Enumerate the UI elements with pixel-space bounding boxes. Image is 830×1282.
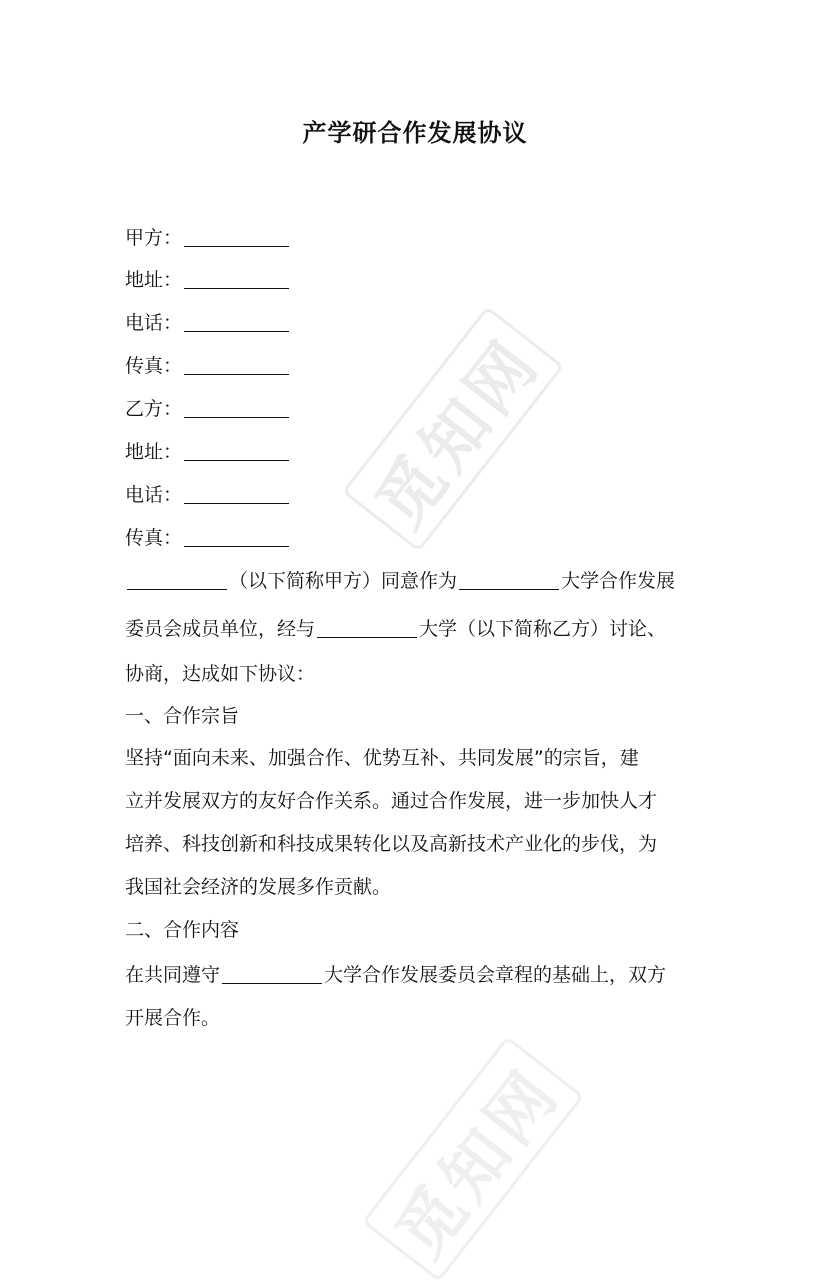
section-2-university-blank[interactable] [222, 963, 322, 984]
party-a-fax-field [125, 352, 289, 380]
party-a-name-label: 甲方： [125, 227, 183, 249]
party-b-address-blank[interactable] [184, 440, 289, 461]
section-1-heading: 一、合作宗旨 [125, 705, 240, 727]
intro-line-3: 协商，达成如下协议： [125, 663, 316, 685]
party-a-address-blank[interactable] [184, 268, 289, 289]
party-b-name-field [125, 395, 289, 423]
intro-line-2 [125, 615, 666, 643]
party-b-name-label: 乙方： [125, 398, 183, 420]
party-a-fax-label: 传真： [125, 355, 183, 377]
party-b-name-blank[interactable] [184, 397, 289, 418]
section-1-line-3: 培养、科技创新和科技成果转化以及高新技术产业化的步伐，为 [125, 833, 658, 855]
party-a-phone-blank[interactable] [184, 311, 289, 332]
document-title: 产学研合作发展协议 [302, 119, 528, 147]
section-2-line-2: 开展合作。 [125, 1007, 221, 1029]
intro-text: 大学（以下简称乙方）讨论、 [419, 618, 667, 640]
section-1-line-2: 立并发展双方的友好合作关系。通过合作发展，进一步加快人才 [125, 790, 658, 812]
party-b-phone-field [125, 481, 289, 509]
party-b-fax-blank[interactable] [184, 526, 289, 547]
party-b-fax-field [125, 524, 289, 552]
section-2-heading: 二、合作内容 [125, 919, 240, 941]
party-a-name-field [125, 224, 289, 252]
party-b-address-label: 地址： [125, 441, 183, 463]
party-a-phone-field [125, 309, 289, 337]
section-2-text: 大学合作发展委员会章程的基础上，双方 [324, 964, 667, 986]
party-a-phone-label: 电话： [125, 312, 183, 334]
section-2-text: 在共同遵守 [125, 964, 221, 986]
intro-party-a-blank[interactable] [127, 569, 227, 590]
intro-party-b-blank[interactable] [317, 617, 417, 638]
party-b-phone-blank[interactable] [184, 483, 289, 504]
watermark-bottom: 觅知网 [362, 1036, 585, 1282]
section-2-line-1 [125, 961, 666, 989]
section-1-line-4: 我国社会经济的发展多作贡献。 [125, 876, 392, 898]
section-1-line-1: 坚持“面向未来、加强合作、优势互补、共同发展”的宗旨，建 [125, 747, 639, 769]
intro-text: 委员会成员单位，经与 [125, 618, 316, 640]
party-a-address-field [125, 266, 289, 294]
party-b-phone-label: 电话： [125, 484, 183, 506]
party-b-fax-label: 传真： [125, 527, 183, 549]
intro-line-1 [125, 567, 675, 595]
intro-text: （以下简称甲方）同意作为 [229, 570, 458, 592]
intro-text: 大学合作发展 [561, 570, 676, 592]
party-a-address-label: 地址： [125, 269, 183, 291]
intro-university-blank[interactable] [459, 569, 559, 590]
party-a-name-blank[interactable] [184, 226, 289, 247]
watermark: 觅知网 [342, 306, 565, 552]
party-b-address-field [125, 438, 289, 466]
party-a-fax-blank[interactable] [184, 354, 289, 375]
